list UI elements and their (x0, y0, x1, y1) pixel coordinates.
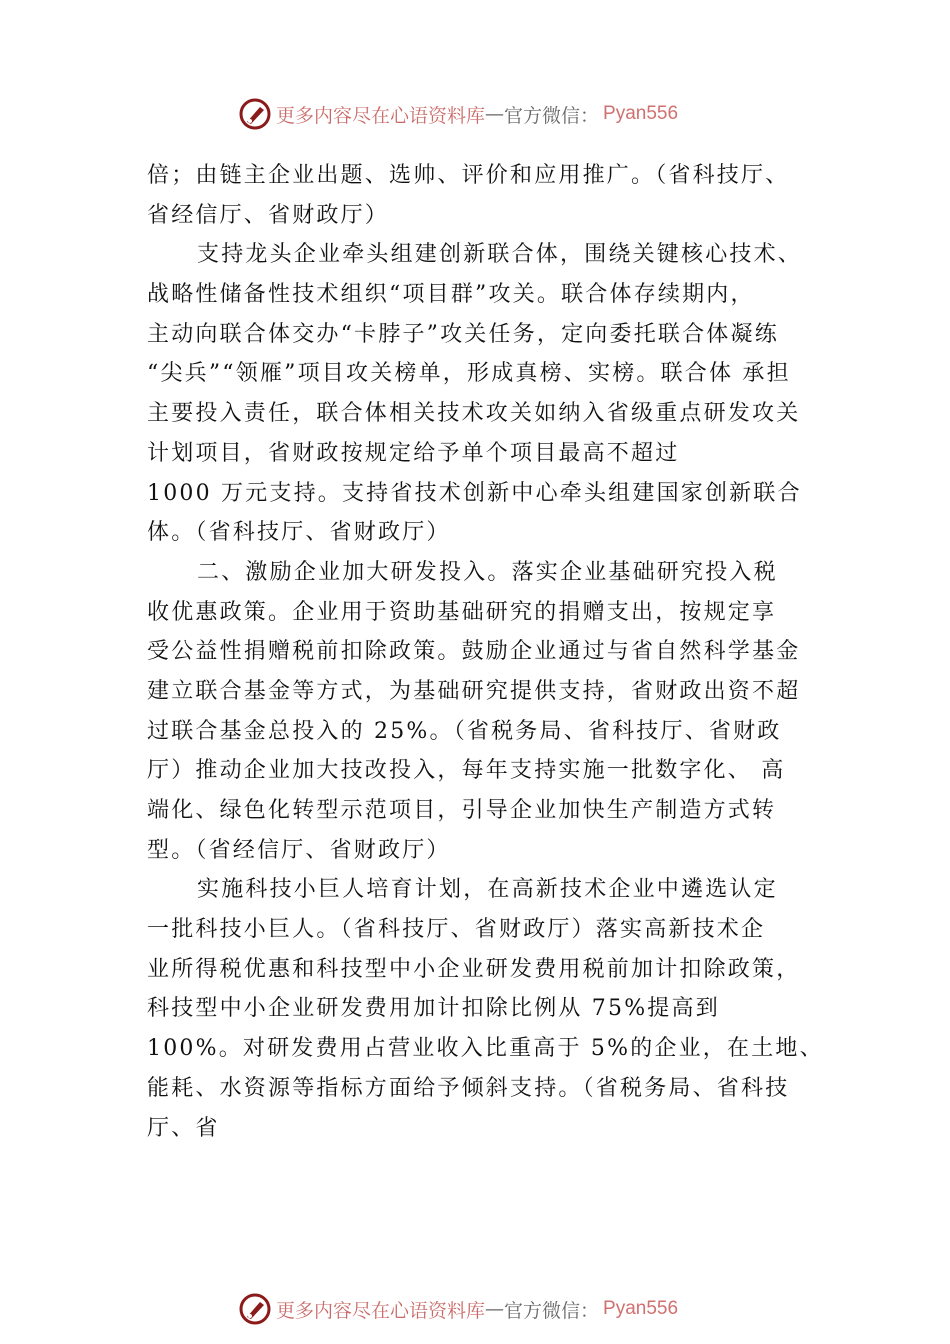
text-line: 体。（省科技厅、省财政厅） (147, 520, 451, 546)
text-line: 建立联合基金等方式，为基础研究提供支持，省财政出资不超 (147, 678, 801, 704)
banner-site-name: 更多内容尽在心语资料库 (276, 104, 486, 127)
text-line: 倍；由链主企业出题、选帅、评价和应用推广。（省科技厅、 (147, 163, 790, 188)
text-line: 战略性储备性技术组织“项目群”攻关。联合体存续期内， (147, 282, 755, 308)
pen-logo-icon (238, 97, 272, 131)
text-line: 受公益性捐赠税前扣除政策。鼓励企业通过与省自然科学基金 (147, 639, 801, 665)
banner-dash: — (485, 1298, 505, 1320)
text-line: 1000 万元支持。支持省技术创新中心牵头组建国家创新联合 (147, 480, 802, 506)
text-line: 厅、省 (147, 1115, 220, 1141)
text-line: “尖兵”“领雁”项目攻关榜单，形成真榜、实榜。联合体 承担 (147, 361, 791, 387)
text-line: 过联合基金总投入的 25%。（省税务局、省科技厅、省财政 (147, 718, 782, 744)
text-line: 业所得税优惠和科技型中小企业研发费用税前加计扣除政策， (147, 956, 801, 982)
banner-dash: — (485, 103, 505, 125)
pen-logo-icon (238, 1292, 272, 1326)
footer-watermark-banner (238, 1291, 678, 1327)
text-line: 能耗、水资源等指标方面给予倾斜支持。（省税务局、省科技 (147, 1075, 790, 1101)
banner-wechat-id: Pyan556 (603, 103, 679, 124)
text-line: 主动向联合体交办“卡脖子”攻关任务，定向委托联合体凝练 (147, 321, 779, 347)
text-line: 端化、绿色化转型示范项目，引导企业加快生产制造方式转 (147, 798, 777, 823)
banner-site-name: 更多内容尽在心语资料库 (276, 1299, 486, 1322)
text-line: 型。（省经信厅、省财政厅） (147, 837, 451, 863)
banner-wechat-id: Pyan556 (603, 1298, 679, 1319)
text-line: 主要投入责任，联合体相关技术攻关如纳入省级重点研发攻关 (147, 401, 801, 427)
text-line: 二、激励企业加大研发投入。落实企业基础研究投入税 (197, 559, 778, 585)
text-line: 收优惠政策。企业用于资助基础研究的捐赠支出，按规定享 (147, 599, 777, 625)
banner-wechat-label: 官方微信： (504, 1299, 600, 1322)
text-line: 厅）推动企业加大技改投入，每年支持实施一批数字化、 高 (147, 758, 786, 784)
document-body (147, 156, 847, 1148)
text-line: 计划项目，省财政按规定给予单个项目最高不超过 (147, 440, 680, 466)
text-line: 支持龙头企业牵头组建创新联合体，围绕关键核心技术、 (197, 242, 803, 268)
text-line: 科技型中小企业研发费用加计扣除比例从 75%提高到 (147, 996, 720, 1022)
banner-wechat-label: 官方微信： (504, 104, 600, 127)
text-line: 实施科技小巨人培育计划，在高新技术企业中遴选认定 (197, 877, 778, 903)
header-watermark-banner (238, 96, 678, 132)
text-line: 一批科技小巨人。（省科技厅、省财政厅）落实高新技术企 (147, 917, 766, 943)
text-line: 省经信厅、省财政厅） (147, 202, 390, 228)
text-line: 100%。对研发费用占营业收入比重高于 5%的企业，在土地、 (147, 1036, 824, 1062)
